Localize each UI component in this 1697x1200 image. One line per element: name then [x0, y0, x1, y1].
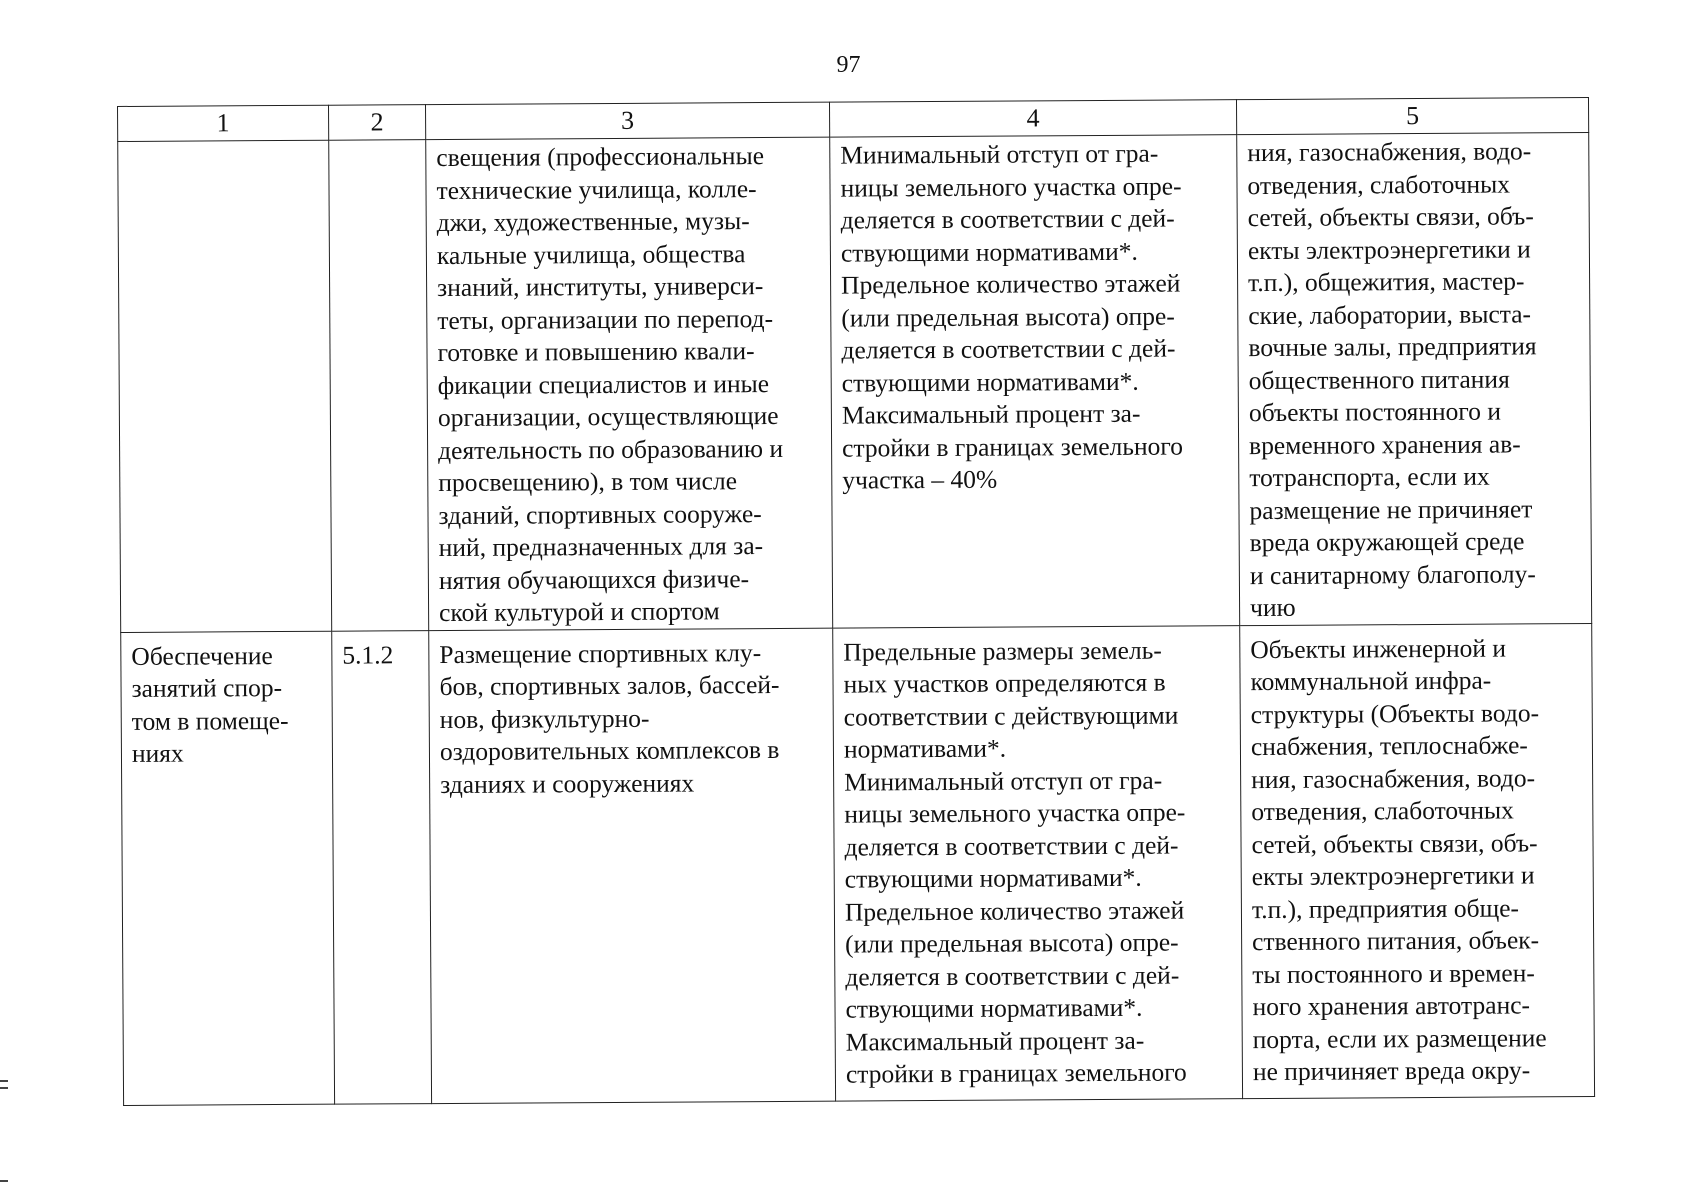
land-use-type-cell: [118, 140, 332, 632]
auxiliary-uses-cell: Объекты инженерной и коммунальной инфра- структуры (Объекты водо- снабжения, теплоснабже- ния, газоснабжения, водо- отведения, слаботочных сетей, объекты связи, объ- екты электроэнергетики и т.п.), предприятия обще- ственного питания, объек- ты постоянного и времен- ного хранения автотранс- порта, если их размещение не причиняет вреда окру-: [1240, 623, 1595, 1098]
column-header-1: 1: [118, 105, 329, 141]
page-number: 97: [836, 52, 861, 78]
description-cell: свещения (профессиональные технические училища, колле- джи, художественные, музы- кальные училища, общества знаний, институты, универси- теты, организации по перепод- готовке и повышению квали- фикации специалистов и иные организации, осуществляющие деятельность по образованию и просвещению), в том числе зданий, спортивных сооруже- ний, предназначенных для за- нятия обучающихся физиче- ской культурой и спортом: [426, 137, 833, 630]
column-header-3: 3: [425, 102, 829, 139]
code-cell: [329, 140, 429, 631]
column-header-4: 4: [829, 100, 1236, 137]
auxiliary-uses-cell: ния, газоснабжения, водо- отведения, слаботочных сетей, объекты связи, объ- екты электроэнергетики и т.п.), общежития, мастер- ские, лаборатории, выста- вочные залы, предприятия общественного питания объекты постоянного и временного хранения ав- тотранспорта, если их размещение не причиняет вреда окружающей среде и санитарному благополу- чию: [1237, 133, 1592, 626]
parameters-cell: Предельные размеры земель- ных участков определяются в соответствии с действующими нормативами*. Минимальный отступ от гра- ницы земельного участка опре- деляется в соответствии с дей- ствующими нормативами*. Предельное количество этажей (или предельная высота) опре- деляется в соответствии с дей- ствующими нормативами*. Максимальный процент за- стройки в границах земельного: [833, 625, 1243, 1100]
land-use-table: [117, 97, 1595, 1105]
column-header-5: 5: [1236, 98, 1588, 135]
description-cell: Размещение спортивных клу- бов, спортивных залов, бассей- нов, физкультурно- оздоровительных комплексов в зданиях и сооружениях: [429, 628, 836, 1103]
scan-edge-mark: [0, 1087, 8, 1089]
code-cell: 5.1.2: [332, 630, 432, 1104]
column-header-2: 2: [328, 105, 425, 141]
parameters-cell: Минимальный отступ от гра- ницы земельного участка опре- деляется в соответствии с дей- ствующими нормативами*. Предельное количество этажей (или предельная высота) опре- деляется в соответствии с дей- ствующими нормативами*. Максимальный процент за- стройки в границах земельного участка – 40%: [830, 135, 1240, 628]
scan-edge-mark: [0, 1180, 8, 1182]
table-row: [121, 623, 1595, 1105]
land-use-type-cell: Обеспечение занятий спор- том в помеще- ниях: [121, 631, 335, 1105]
table-row: [118, 133, 1592, 632]
scan-edge-mark: [0, 1080, 8, 1082]
